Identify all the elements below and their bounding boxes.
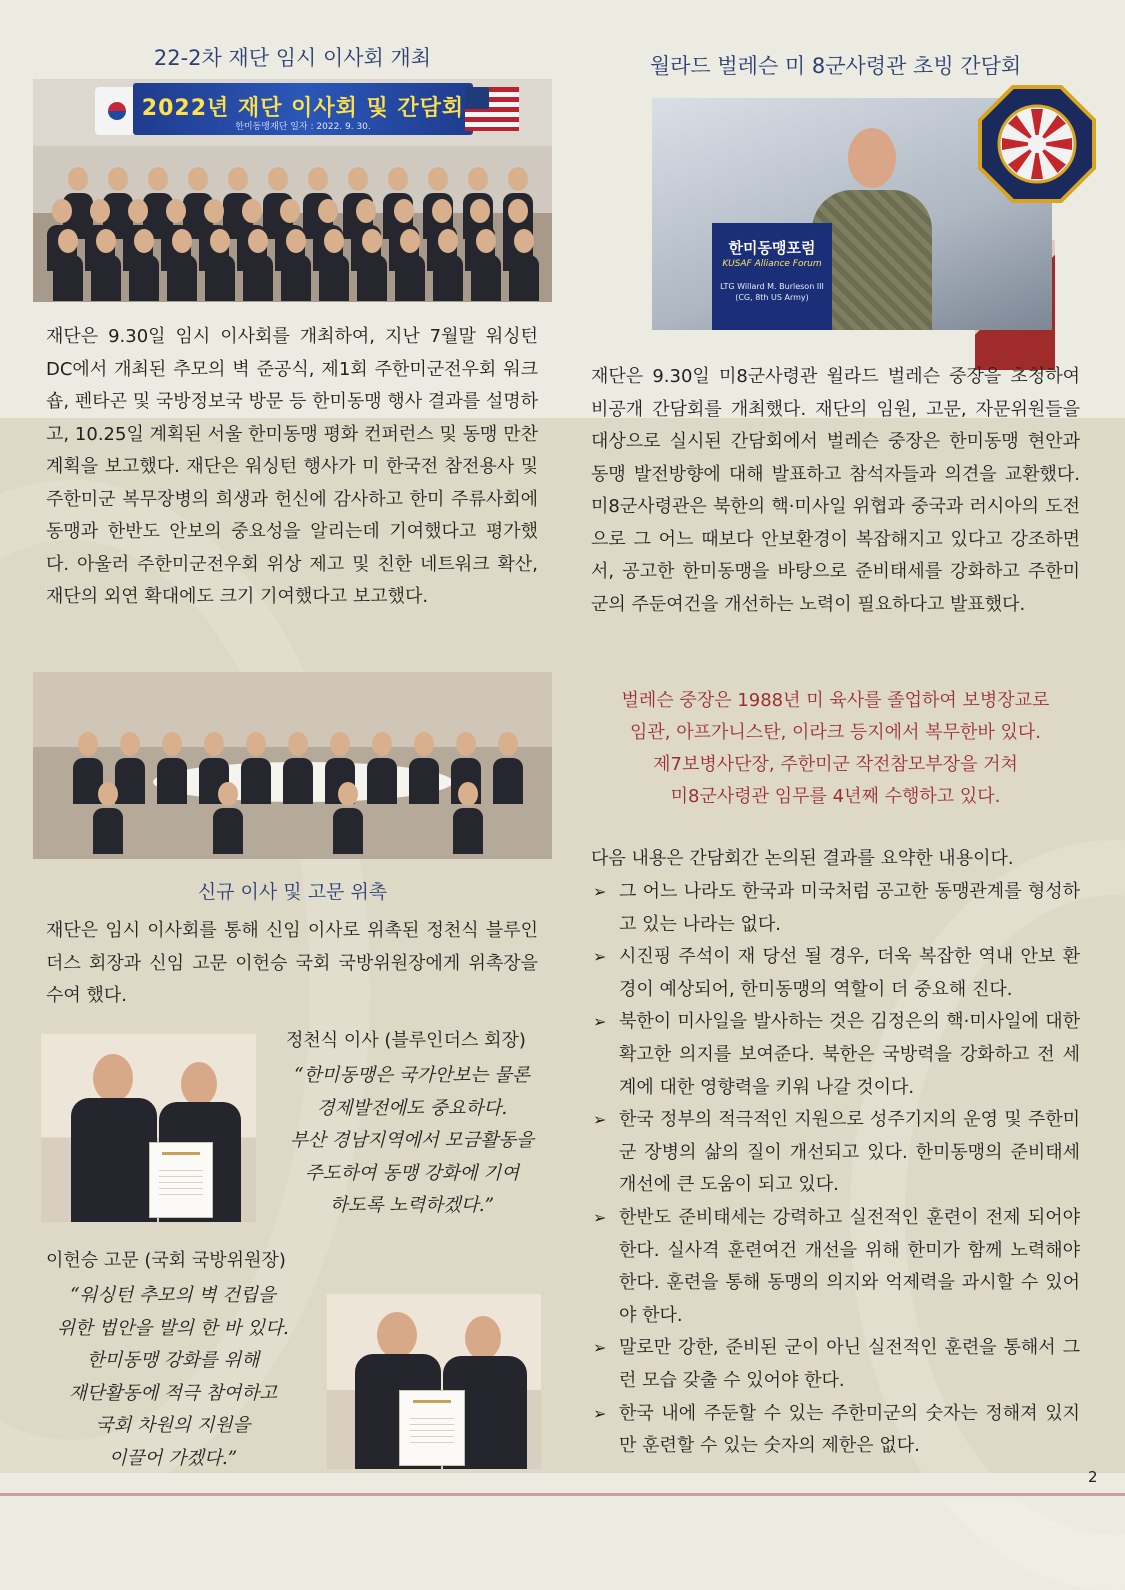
commander-forum-paragraph: 재단은 9.30일 미8군사령관 윌라드 벌레슨 중장을 초청하여 비공개 간담회를 개최했다. 재단의 임원, 고문, 자문위원들을 대상으로 실시된 간담회에서 벌레슨 중장은 한미동맹 현안과 동맹 발전방향에 대해 발표하고 참석자들과 의견을 교환했다. 미8군사령관은 북한의 핵·미사일 위협과 중국과 러시아의 도전으로 그 어느 때보다 안보환경이 복잡해지고 있다고 강조하면서, 공고한 한미동맹을 바탕으로 준비태세를 강화하고 주한미군의 주둔여건을 개선하는 노력이 필요하다고 발표했다.: [591, 366, 1080, 615]
recipient-head: [181, 1062, 217, 1106]
presenter-head: [377, 1312, 417, 1358]
page-number: 2: [1088, 1468, 1098, 1486]
person1-quote: “한미동맹은 국가안보는 물론 경제발전에도 중요하다. 부산 경남지역에서 모금활동을 주도하여 동맹 강화에 기여 하도록 노력하겠다.”: [289, 1065, 535, 1216]
list-item: ➢ 한국 정부의 적극적인 지원으로 성주기지의 운영 및 주한미군 장병의 삶의 질이 개선되고 있다. 한미동맹의 준비태세 개선에 큰 도움이 되고 있다.: [591, 1104, 1080, 1202]
presenter-suit: [71, 1098, 157, 1222]
person-figure: [281, 229, 311, 301]
podium-subtitle: KUSAF Alliance Forum: [722, 259, 822, 269]
presenter-head: [93, 1054, 133, 1102]
section-title-new-appointments: 신규 이사 및 고문 위촉: [197, 881, 388, 903]
list-item: ➢ 시진핑 주석이 재 당선 될 경우, 더욱 복잡한 역내 안보 환경이 예상되어, 한미동맹의 역할이 더 중요해 진다.: [591, 941, 1080, 1006]
list-item: ➢ 한반도 준비태세는 강력하고 실전적인 훈련이 전제 되어야 한다. 실사격 훈련여건 개선을 위해 한미가 함께 노력해야 한다. 훈련을 통해 동맹의 의지와 억제력을 과시할 수 있어야 한다.: [591, 1202, 1080, 1332]
person-figure: [53, 229, 83, 301]
person-figure: [167, 229, 197, 301]
eighth-army-insignia-icon: [978, 85, 1096, 203]
commander-bio: 벌레슨 중장은 1988년 미 육사를 졸업하여 보병장교로 임관, 아프가니스탄, 이라크 등지에서 복무한바 있다. 제7보병사단장, 주한미군 작전참모부장을 거쳐 미8군사령관 임무를 4년째 수행하고 있다.: [621, 690, 1050, 807]
footer-rule: [0, 1473, 1125, 1500]
list-item: ➢ 한국 내에 주둔할 수 있는 주한미군의 숫자는 정해져 있지만 훈련할 수 있는 숫자의 제한은 없다.: [591, 1398, 1080, 1463]
banner-title: 2022년 재단 이사회 및 간담회: [141, 96, 465, 121]
banner-subtitle: 한미동맹재단 일자 : 2022. 9. 30.: [235, 122, 371, 132]
person-figure: [471, 229, 501, 301]
person-figure: [453, 782, 483, 854]
recipient-head: [465, 1316, 501, 1360]
photo-certificate-director: [41, 1034, 256, 1222]
photo-round-table-meeting: [33, 672, 552, 859]
person-figure: [395, 229, 425, 301]
appointments-paragraph: 재단은 임시 이사회를 통해 신임 이사로 위촉된 정천식 블루인더스 회장과 신임 고문 이헌승 국회 국방위원장에게 위촉장을 수여 했다.: [46, 920, 538, 1006]
person-figure: [357, 229, 387, 301]
person-figure: [93, 782, 123, 854]
person-figure: [157, 732, 187, 804]
person-figure: [205, 229, 235, 301]
podium-speaker-name: LTG Willard M. Burleson III (CG, 8th US Army): [720, 282, 824, 302]
person-figure: [213, 782, 243, 854]
list-item: ➢ 말로만 강한, 준비된 군이 아닌 실전적인 훈련을 통해서 그런 모습 갖출 수 있어야 한다.: [591, 1332, 1080, 1397]
person2-name: 이헌승 고문 (국회 국방위원장): [46, 1250, 286, 1271]
us-flag-icon: [465, 87, 519, 131]
summary-intro: 다음 내용은 간담회간 논의된 결과를 요약한 내용이다.: [591, 848, 1014, 869]
person-figure: [319, 229, 349, 301]
person-figure: [333, 782, 363, 854]
person-figure: [91, 229, 121, 301]
person-figure: [433, 229, 463, 301]
person-figure: [243, 229, 273, 301]
photo-certificate-advisor: [327, 1294, 541, 1469]
person-figure: [493, 732, 523, 804]
certificate: [149, 1142, 213, 1218]
person-figure: [367, 732, 397, 804]
person-figure: [241, 732, 271, 804]
person-figure: [409, 732, 439, 804]
photo-board-meeting-group: [33, 79, 552, 302]
person2-quote: “워싱턴 추모의 벽 건립을 위한 법안을 발의 한 바 있다. 한미동맹 강화를 위해 재단활동에 적극 참여하고 국회 차원의 지원을 이끌어 가겠다.”: [57, 1285, 289, 1469]
section-title-commander-forum: 월라드 벌레슨 미 8군사령관 초빙 간담회: [649, 54, 1022, 78]
person1-name: 정천식 이사 (블루인더스 회장): [286, 1030, 526, 1051]
podium: [712, 223, 832, 330]
summary-bullet-list: [591, 876, 1080, 1463]
board-meeting-paragraph: 재단은 9.30일 임시 이사회를 개최하여, 지난 7월말 워싱턴 DC에서 개최된 추모의 벽 준공식, 제1회 주한미군전우회 워크숍, 펜타곤 및 국방정보국 방문 등 한미동맹 행사 결과를 설명하고, 10.25일 계획된 서울 한미동맹 평화 컨퍼런스 및 동맹 만찬계획을 보고했다. 재단은 워싱턴 행사가 미 한국전 참전용사 및 주한미군 복무장병의 희생과 헌신에 감사하고 한미 주류사회에 동맹과 한반도 안보의 중요성을 알리는데 기여했다고 평가했다. 아울러 주한미군전우회 위상 제고 및 친한 네트워크 확산, 재단의 외연 확대에도 크기 기여했다고 보고했다.: [46, 326, 538, 607]
person-figure: [129, 229, 159, 301]
list-item: ➢ 그 어느 나라도 한국과 미국처럼 공고한 동맹관계를 형성하고 있는 나라는 없다.: [591, 876, 1080, 941]
person-figure: [509, 229, 539, 301]
list-item: ➢ 북한이 미사일을 발사하는 것은 김정은의 핵·미사일에 대한 확고한 의지를 보여준다. 북한은 국방력을 강화하고 전 세계에 대한 영향력을 키워 나갈 것이다.: [591, 1006, 1080, 1104]
certificate: [399, 1390, 465, 1466]
person-figure: [283, 732, 313, 804]
event-banner: [133, 83, 473, 135]
podium-title: 한미동맹포럼: [728, 239, 816, 257]
section-title-board-meeting: 22-2차 재단 임시 이사회 개최: [153, 46, 432, 70]
